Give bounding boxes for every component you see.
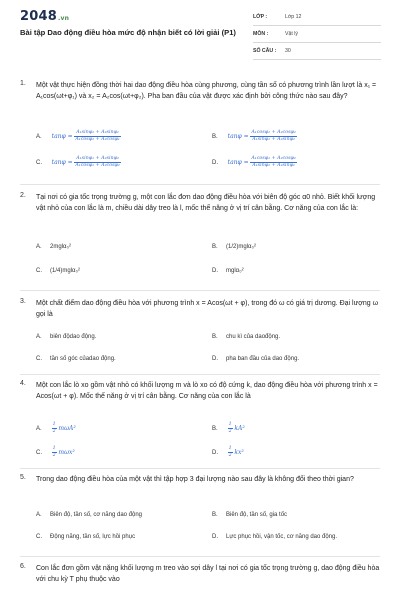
option-d[interactable]: D. tanφ = $\frac{\text{A₁cosφ₁ + A₂cosφ₂}}{\text{A₁sinφ₂ + A₂sinφ₁}}$ — [212, 156, 296, 168]
site-logo[interactable]: 2048.vn — [20, 9, 70, 24]
question-2 — [20, 192, 382, 288]
option-d[interactable]: D. Lực phục hồi, vận tốc, cơ năng dao động. — [212, 534, 338, 540]
fraction: $\frac{1}{2}$ — [228, 422, 232, 434]
meta-value: Vật lý — [285, 31, 298, 37]
divider — [20, 184, 380, 185]
meta-value: Lớp 12 — [285, 14, 302, 20]
option-c[interactable]: C. $\frac{1}{2}$ mωx² — [36, 446, 75, 458]
question-number: 3. — [20, 298, 26, 305]
meta-value: 30 — [285, 48, 291, 54]
option-b[interactable]: B. tanφ = $\frac{\text{A₁cosφ₁ + A₂cosφ₂}}{\text{A₁sinφ₁ + A₂sinφ₂}}$ — [212, 130, 296, 142]
option-c[interactable]: C. Động năng, tần số, lực hồi phục — [36, 534, 136, 540]
meta-row-count — [253, 47, 381, 60]
fraction: $\frac{1}{2}$ — [228, 446, 232, 458]
meta-key: LỚP : — [253, 14, 268, 20]
question-text: Tại nơi có gia tốc trọng trường g, một con lắc đơn dao động điều hòa với biên độ góc α0 nhỏ. Biết khối lượng vật nhỏ của con lắc là m, chiều dài dây treo là l, mốc thế năng ở vị trí cân bằng. Cơ năng của con lắc là: — [36, 194, 376, 212]
meta-key: SỐ CÂU : — [253, 48, 277, 54]
header — [20, 8, 380, 64]
question-3 — [20, 298, 382, 374]
option-a[interactable]: A. $\frac{1}{2}$ mωA² — [36, 422, 76, 434]
divider — [20, 374, 380, 375]
option-a[interactable]: A. tanφ = $\frac{\text{A₁sinφ₂ + A₂sinφ₁}}{\text{A₁cosφ₂ + A₂cosφ₁}}$ — [36, 130, 120, 142]
fraction: $\frac{\text{A₁sinφ₁ + A₂sinφ₂}}{\text{A₁cosφ₁ + A₂cosφ₂}}$ — [75, 156, 120, 168]
option-d[interactable]: D. mglα₀² — [212, 268, 244, 274]
question-6 — [20, 563, 382, 599]
question-text: Trong dao động điều hòa của một vật thì tập hợp 3 đại lượng nào sau đây là không đổi theo thời gian? — [36, 476, 354, 483]
option-a[interactable]: A. 2mglα₀² — [36, 244, 71, 250]
option-b[interactable]: B. chu kì của daođộng. — [212, 334, 281, 340]
meta-row-subject — [253, 30, 381, 43]
divider — [20, 468, 380, 469]
fraction: $\frac{\text{A₁sinφ₂ + A₂sinφ₁}}{\text{A₁cosφ₂ + A₂cosφ₁}}$ — [75, 130, 120, 142]
question-text: Con lắc đơn gồm vật nặng khối lượng m treo vào sợi dây l tại nơi có gia tốc trọng trường g, dao động điều hòa với chu kỳ T phụ thuộc vào — [36, 565, 380, 583]
fraction: $\frac{\text{A₁cosφ₁ + A₂cosφ₂}}{\text{A₁sinφ₁ + A₂sinφ₂}}$ — [251, 130, 296, 142]
fraction: $\frac{1}{2}$ — [52, 422, 56, 434]
question-4 — [20, 380, 382, 472]
question-1 — [20, 80, 382, 180]
fraction: $\frac{1}{2}$ — [52, 446, 56, 458]
divider — [20, 290, 380, 291]
option-b[interactable]: B. Biên độ, tần số, gia tốc — [212, 512, 288, 518]
question-number: 1. — [20, 80, 26, 87]
question-number: 6. — [20, 563, 26, 570]
fraction: $\frac{\text{A₁cosφ₁ + A₂cosφ₂}}{\text{A₁sinφ₂ + A₂sinφ₁}}$ — [251, 156, 296, 168]
option-b[interactable]: B. (1/2)mglα₀² — [212, 244, 256, 250]
option-d[interactable]: D. pha ban đầu của dao động. — [212, 356, 300, 362]
question-text: Một chất điểm dao động điều hòa với phương trình x = Acos(ωt + φ), trong đó ω có giá trị dương. Đại lượng ω gọi là — [36, 300, 379, 318]
page-title: Bài tập Dao động điều hòa mức độ nhận biết có lời giải (P1) — [20, 28, 236, 37]
question-text: Một con lắc lò xo gồm vật nhỏ có khối lượng m và lò xo có độ cứng k, dao động điều hòa với phương trình x = Acos(ωt + φ). Mốc thế năng ở vị trí cân bằng. Cơ năng của con lắc là — [36, 382, 378, 400]
meta-row-class — [253, 13, 381, 26]
question-number: 2. — [20, 192, 26, 199]
option-c[interactable]: C. (1/4)mglα₀² — [36, 268, 80, 274]
question-number: 4. — [20, 380, 26, 387]
option-c[interactable]: C. tanφ = $\frac{\text{A₁sinφ₁ + A₂sinφ₂}}{\text{A₁cosφ₁ + A₂cosφ₂}}$ — [36, 156, 120, 168]
question-5 — [20, 474, 382, 554]
option-d[interactable]: D. $\frac{1}{2}$ kx² — [212, 446, 244, 458]
meta-info — [253, 13, 381, 64]
divider — [20, 556, 380, 557]
option-a[interactable]: A. Biên độ, tần số, cơ năng dao động — [36, 512, 143, 518]
option-a[interactable]: A. biên độdao động. — [36, 334, 97, 340]
question-number: 5. — [20, 474, 26, 481]
option-b[interactable]: B. $\frac{1}{2}$ kA² — [212, 422, 245, 434]
question-text: Một vật thực hiện đồng thời hai dao động điều hòa cùng phương, cùng tần số có phương trình lần lượt là x₁ = A₁cos(ωt+φ₁) và x₂ = A₂cos(ωt+φ₂). Pha ban đầu của vật được xác định bởi công thức nào sau đây? — [36, 82, 377, 100]
option-c[interactable]: C. tần số góc củadao động. — [36, 356, 116, 362]
meta-key: MÔN : — [253, 31, 269, 37]
